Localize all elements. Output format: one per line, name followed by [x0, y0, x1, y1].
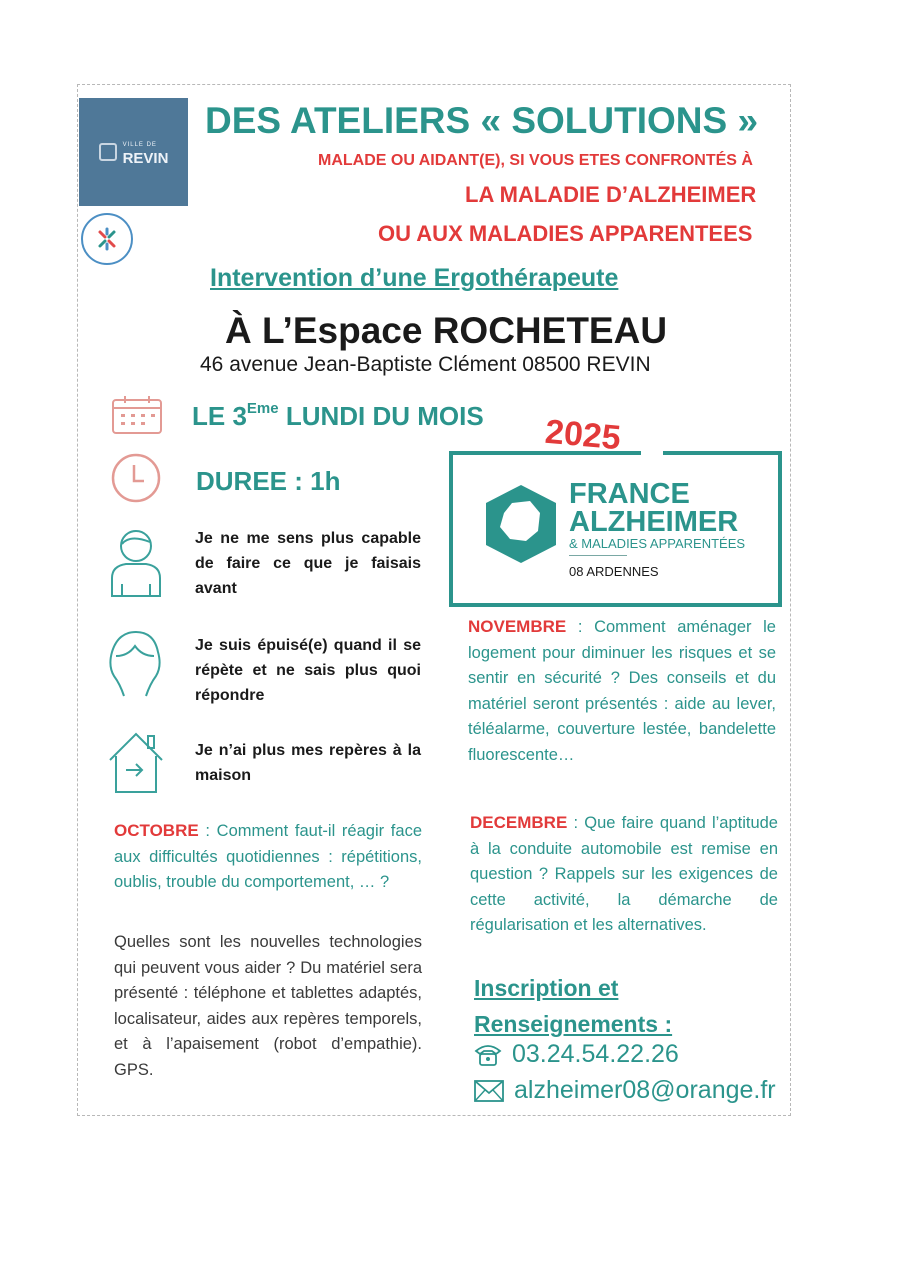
- revin-logo: [79, 98, 188, 206]
- page-title: DES ATELIERS « SOLUTIONS »: [205, 100, 759, 141]
- france-map-icon: [482, 483, 560, 565]
- session-decembre: DECEMBRE : Que faire quand l’aptitude à la conduite automobile est remise en question ? Rappels sur les exigences de cette activité, la démarche de régularisation et les alternatives.: [470, 813, 778, 935]
- house-arrow-icon: [106, 730, 166, 794]
- subtitle-related: OU AUX MALADIES APPARENTEES: [378, 221, 753, 246]
- duration-label: DUREE : 1h: [196, 466, 341, 496]
- quote-capability: Je ne me sens plus capable de faire ce que je faisais avant: [195, 530, 421, 597]
- phone-icon: [474, 1043, 502, 1067]
- box-gap: [641, 445, 663, 457]
- intervention-heading: Intervention d’une Ergothérapeute: [210, 264, 619, 292]
- calendar-icon: [111, 395, 163, 435]
- france-alzheimer-dept: 08 ARDENNES: [569, 564, 659, 579]
- phone-number[interactable]: 03.24.54.22.26: [512, 1040, 679, 1068]
- email-contact: [474, 1076, 776, 1105]
- subtitle-alzheimer: LA MALADIE D’ALZHEIMER: [465, 182, 757, 207]
- session-novembre: NOVEMBRE : Comment aménager le logement pour diminuer les risques et se sentir en sécurité ? Des conseils et du matériel seront présentés : aide au lever, téléalarme, couverture lestée, bandelette fluorescente…: [468, 617, 776, 764]
- ordinal-suffix: Eme: [246, 400, 279, 417]
- month-octobre: OCTOBRE: [114, 821, 199, 840]
- partner-badge-icon: [81, 213, 133, 265]
- clock-icon: [110, 452, 162, 504]
- quote-exhausted: Je suis épuisé(e) quand il se répète et ne sais plus quoi répondre: [195, 637, 421, 704]
- venue-name: À L’Espace ROCHETEAU: [225, 310, 668, 351]
- registration-heading: Inscription et Renseignements :: [474, 975, 673, 1037]
- divider: [569, 555, 627, 556]
- month-novembre: NOVEMBRE: [468, 617, 567, 636]
- revin-logo-small: VILLE DE: [122, 142, 157, 148]
- phone-contact: [474, 1040, 679, 1069]
- year-label: 2025: [543, 412, 623, 458]
- revin-logo-text: REVIN: [122, 150, 169, 167]
- session-octobre: OCTOBRE : Comment faut-il réagir face aux difficultés quotidiennes : répétitions, oublis, trouble du comportement, … ?: [114, 821, 422, 892]
- quote-landmarks: Je n’ai plus mes repères à la maison: [195, 742, 421, 784]
- email-address[interactable]: alzheimer08@orange.fr: [514, 1076, 776, 1104]
- schedule-day: LE 3Eme LUNDI DU MOIS: [192, 400, 484, 431]
- revin-emblem-icon: [99, 143, 117, 161]
- venue-address: 46 avenue Jean-Baptiste Clément 08500 REVIN: [200, 353, 651, 376]
- subtitle-audience: MALADE OU AIDANT(E), SI VOUS ETES CONFRONTÉS À: [318, 152, 753, 169]
- envelope-icon: [474, 1080, 504, 1102]
- france-alzheimer-subtitle: & MALADIES APPARENTÉES: [569, 536, 746, 551]
- session-technologies: Quelles sont les nouvelles technologies qui peuvent vous aider ? Du matériel sera présenté : téléphone et tablettes adaptés, localisateur, aides aux repères temporels, et à l’apaisement (robot d’empathie). GPS.: [114, 933, 422, 1079]
- head-profile-icon: [106, 626, 164, 698]
- month-decembre: DECEMBRE: [470, 813, 568, 832]
- france-alzheimer-title: FRANCE ALZHEIMER: [569, 478, 739, 538]
- person-icon: [108, 526, 164, 598]
